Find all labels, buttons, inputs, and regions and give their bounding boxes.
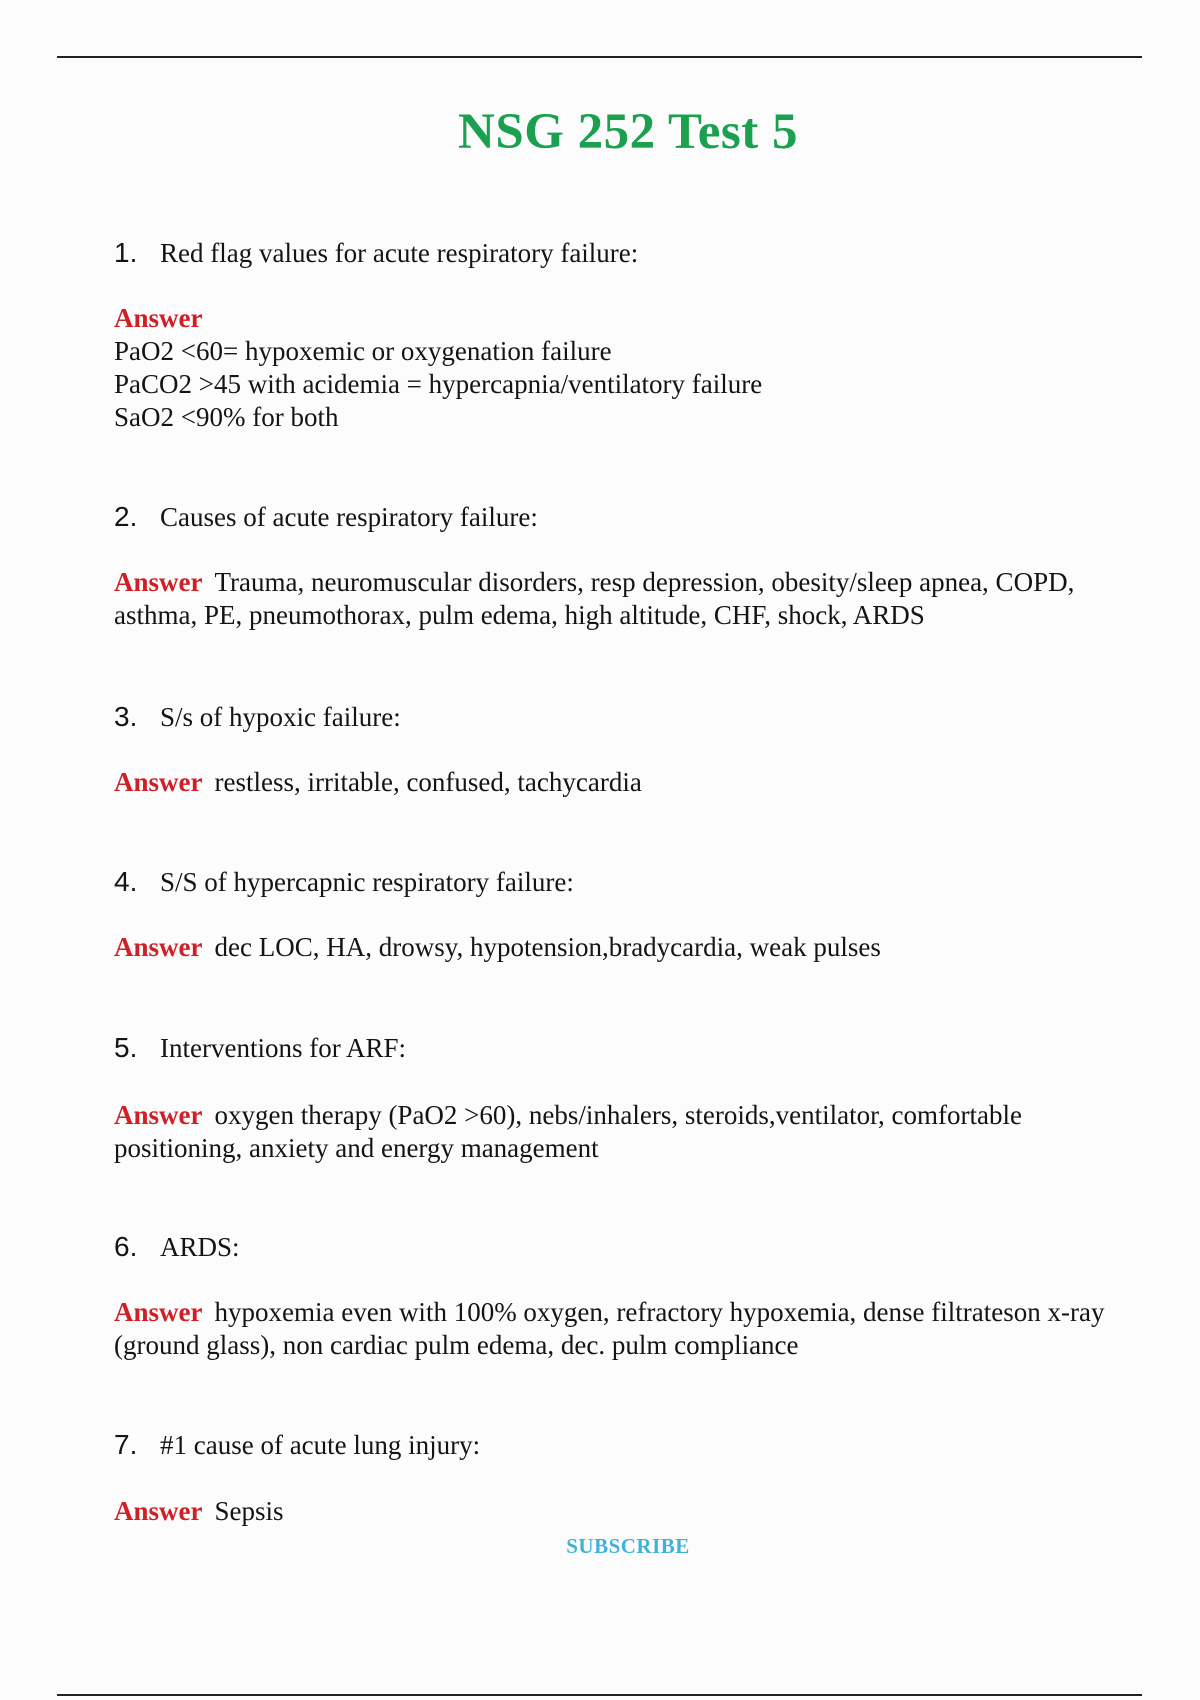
question-number: 1. [114, 237, 138, 268]
question-text: Red flag values for acute respiratory failure: [160, 238, 639, 268]
answer-label: Answer [114, 567, 203, 597]
answer-text: Sepsis [214, 1496, 284, 1526]
subscribe-link[interactable]: SUBSCRIBE [566, 1534, 690, 1558]
answer-label: Answer [114, 767, 203, 797]
answer-1 [114, 302, 1154, 434]
answer-label: Answer [114, 1297, 203, 1327]
answer-label: Answer [114, 1496, 203, 1526]
answer-text: Trauma, neuromuscular disorders, resp depression, obesity/sleep apnea, COPD, asthma, PE, pneumothorax, pulm edema, high altitude, CHF, shock, ARDS [114, 567, 1075, 630]
question-number: 6. [114, 1231, 138, 1262]
question-4 [114, 866, 574, 898]
answer-text: dec LOC, HA, drowsy, hypotension,bradycardia, weak pulses [214, 932, 881, 962]
answer-2 [114, 566, 1154, 632]
question-text: Interventions for ARF: [160, 1033, 406, 1063]
question-number: 2. [114, 501, 138, 532]
answer-5 [114, 1099, 1154, 1165]
question-text: ARDS: [160, 1232, 240, 1262]
answer-text: oxygen therapy (PaO2 >60), nebs/inhalers, steroids,ventilator, comfortable positioning, anxiety and energy management [114, 1100, 1022, 1163]
answer-line: SaO2 <90% for both [114, 402, 339, 432]
question-text: S/S of hypercapnic respiratory failure: [160, 867, 574, 897]
bottom-rule [57, 1694, 1142, 1696]
top-rule [57, 56, 1142, 58]
question-3 [114, 701, 401, 733]
question-number: 7. [114, 1429, 138, 1460]
question-text: S/s of hypoxic failure: [160, 702, 401, 732]
question-text: #1 cause of acute lung injury: [160, 1430, 481, 1460]
page-title: NSG 252 Test 5 [458, 104, 798, 160]
question-6 [114, 1231, 240, 1263]
answer-text: restless, irritable, confused, tachycardia [214, 767, 642, 797]
answer-6 [114, 1296, 1154, 1362]
answer-line: PaCO2 >45 with acidemia = hypercapnia/ventilatory failure [114, 369, 763, 399]
question-number: 3. [114, 701, 138, 732]
question-number: 4. [114, 866, 138, 897]
question-2 [114, 501, 538, 533]
answer-label: Answer [114, 932, 203, 962]
answer-7 [114, 1495, 1154, 1528]
question-text: Causes of acute respiratory failure: [160, 502, 538, 532]
answer-label: Answer [114, 1100, 203, 1130]
question-7 [114, 1429, 480, 1461]
question-number: 5. [114, 1032, 138, 1063]
answer-line: PaO2 <60= hypoxemic or oxygenation failure [114, 336, 612, 366]
answer-text: hypoxemia even with 100% oxygen, refractory hypoxemia, dense filtrateson x-ray (ground glass), non cardiac pulm edema, dec. pulm compliance [114, 1297, 1105, 1360]
question-5 [114, 1032, 406, 1064]
question-1 [114, 237, 638, 269]
answer-4 [114, 931, 1154, 964]
answer-label: Answer [114, 303, 203, 333]
answer-3 [114, 766, 1154, 799]
